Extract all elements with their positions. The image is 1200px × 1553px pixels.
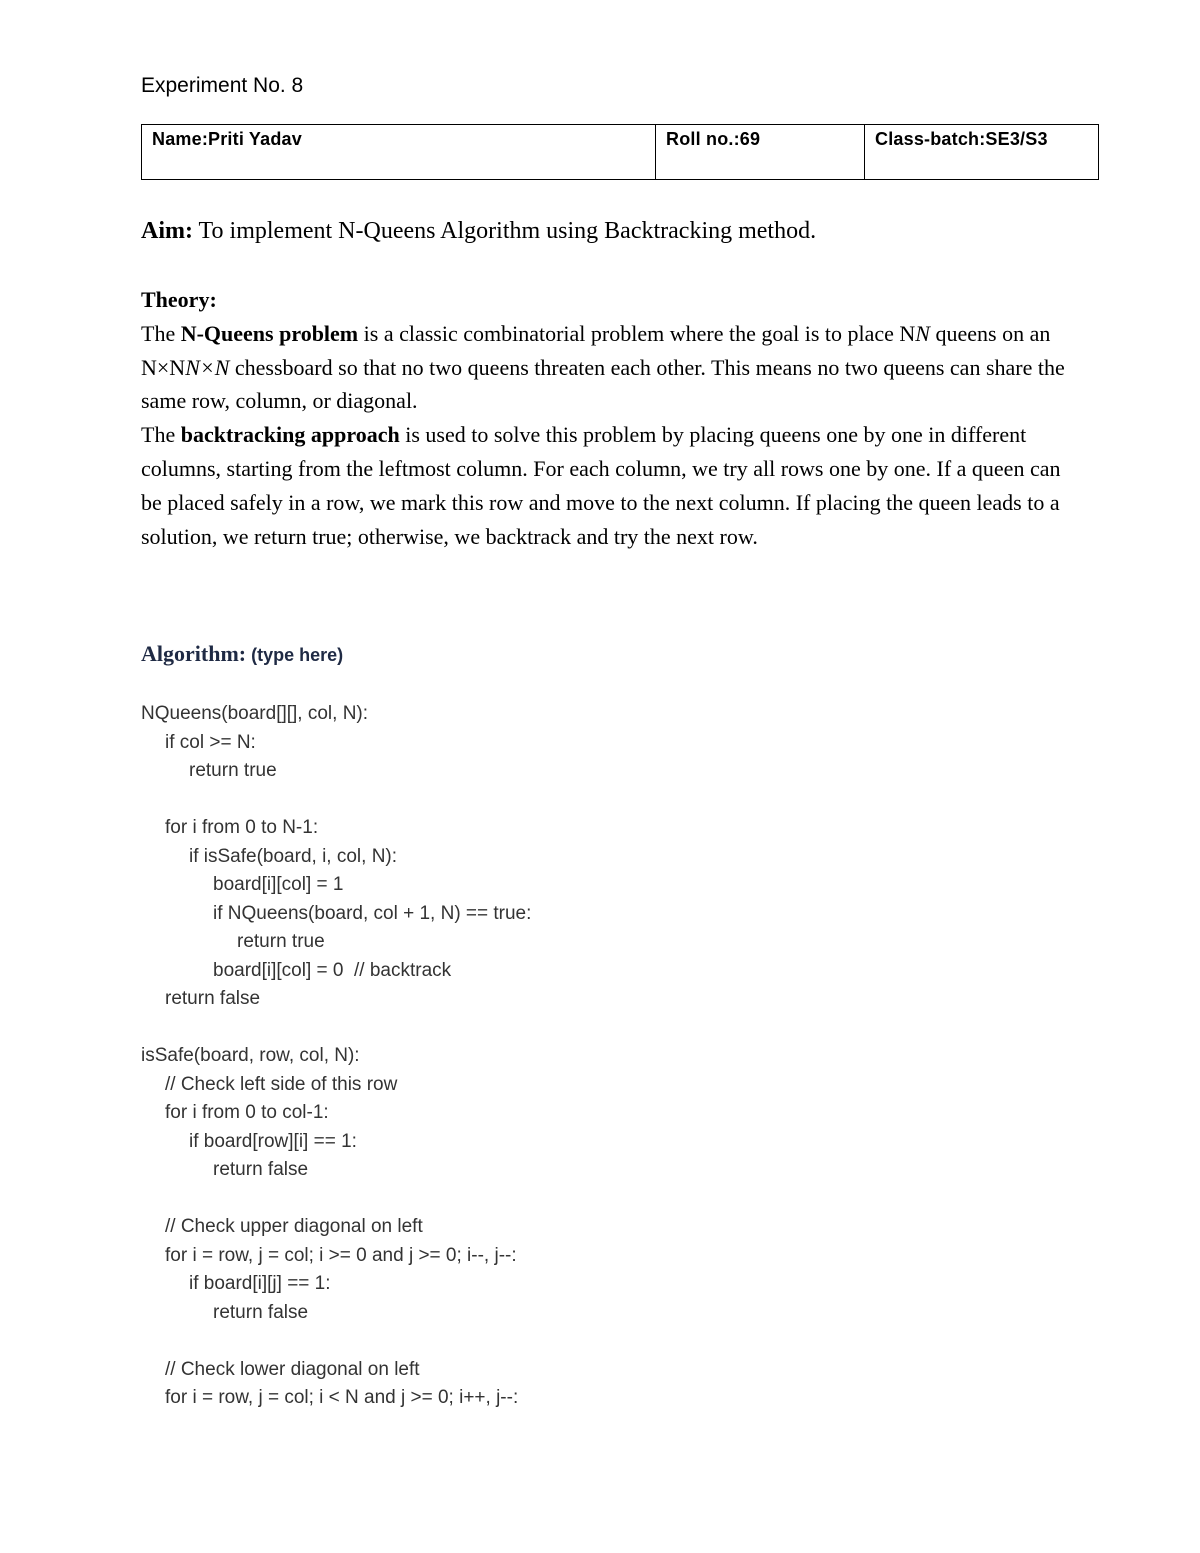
theory-p2-bold: backtracking approach <box>180 422 400 448</box>
code-line: board[i][col] = 1 <box>213 874 344 895</box>
code-line <box>141 1014 531 1043</box>
code-line: NQueens(board[][], col, N): <box>141 703 369 724</box>
theory-p1-mid: queens on an N×N <box>141 320 1051 380</box>
code-line: return false <box>213 1159 309 1180</box>
student-name-cell: Name:Priti Yadav <box>142 125 656 180</box>
code-line <box>141 786 531 815</box>
algorithm-colon: : <box>238 641 247 666</box>
algorithm-heading <box>141 638 343 671</box>
code-line: if board[i][j] == 1: <box>189 1273 331 1294</box>
code-line: if board[row][i] == 1: <box>189 1130 357 1152</box>
theory-paragraph-backtracking <box>141 418 1071 553</box>
code-line: // Check upper diagonal on left <box>165 1216 423 1237</box>
algorithm-pseudocode <box>141 700 531 1413</box>
theory-paragraph-nqueens <box>141 317 1071 418</box>
theory-heading: Theory: <box>141 287 217 312</box>
student-info-row <box>142 125 1099 180</box>
algorithm-note: (type here) <box>246 645 344 665</box>
code-line: for i from 0 to N-1: <box>165 817 319 838</box>
code-line: return true <box>189 760 277 781</box>
class-batch-cell: Class-batch:SE3/S3 <box>865 125 1099 180</box>
code-line: if NQueens(board, col + 1, N) == true: <box>213 902 532 924</box>
algorithm-label: Algorithm <box>141 641 239 666</box>
theory-p1-end: chessboard so that no two queens threaten each other. This means no two queens can share the same row, column, or diagonal. <box>141 354 1065 414</box>
theory-section <box>141 283 1071 553</box>
code-line: for i = row, j = col; i < N and j >= 0; i++, j--: <box>165 1387 519 1408</box>
code-line: for i = row, j = col; i >= 0 and j >= 0; i--, j--: <box>165 1244 517 1266</box>
experiment-title: Experiment No. 8 <box>141 74 304 97</box>
code-line: isSafe(board, row, col, N): <box>141 1045 360 1066</box>
aim-text: To implement N-Queens Algorithm using Backtracking method. <box>192 218 817 244</box>
aim-statement <box>141 214 816 248</box>
code-line: if col >= N: <box>165 731 256 753</box>
theory-p1-italic-nxn: N×N <box>185 354 230 380</box>
aim-label: Aim: <box>141 218 193 244</box>
code-line <box>141 1185 531 1214</box>
theory-p1-rest: is a classic combinatorial problem where the goal is to place N <box>358 320 916 346</box>
code-line: return false <box>213 1301 309 1323</box>
code-line: board[i][col] = 0 // backtrack <box>213 959 452 981</box>
student-info-table <box>141 124 1099 180</box>
code-line: return true <box>237 931 325 952</box>
theory-p2-pre: The <box>141 422 181 448</box>
code-line: if isSafe(board, i, col, N): <box>189 845 398 867</box>
code-line <box>141 1327 531 1356</box>
theory-p1-bold: N-Queens problem <box>180 320 359 346</box>
theory-p1-pre: The <box>141 320 181 346</box>
code-line: return false <box>165 988 261 1009</box>
theory-p2-rest: is used to solve this problem by placing queens one by one in different columns, starting from the leftmost column. For each column, we try all rows one by one. If a queen can be placed safely in a row, we mark this row and move to the next column. If placing the queen leads to a solution, we return true; otherwise, we backtrack and try the next row. <box>141 422 1061 549</box>
code-line: for i from 0 to col-1: <box>165 1102 329 1123</box>
roll-number-cell: Roll no.:69 <box>656 125 865 180</box>
theory-p1-italic-n: N <box>915 320 930 346</box>
code-line: // Check lower diagonal on left <box>165 1358 420 1380</box>
code-line: // Check left side of this row <box>165 1073 398 1095</box>
